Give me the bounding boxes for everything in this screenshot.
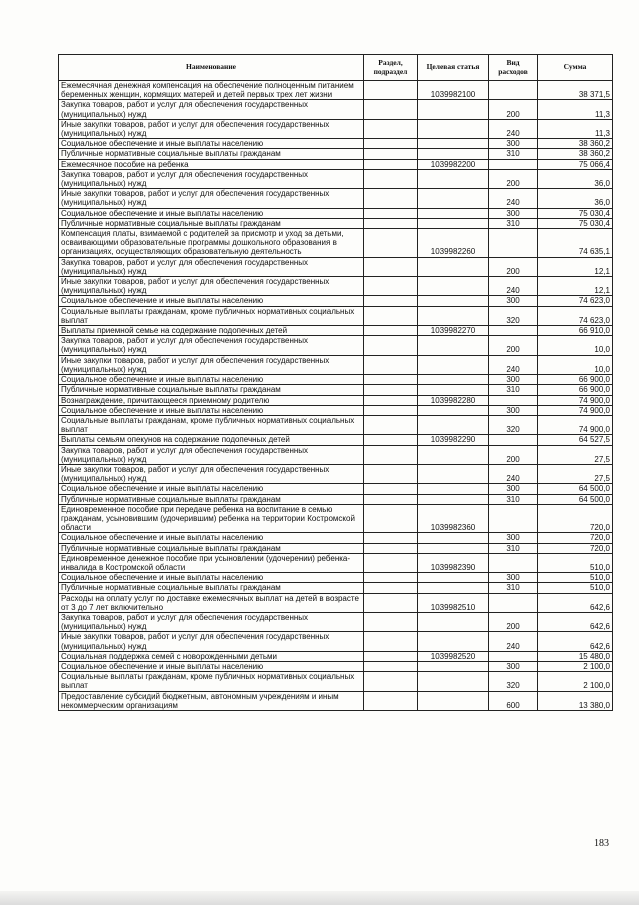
header-sum: Сумма	[538, 55, 613, 81]
cell-sum: 11,3	[538, 100, 613, 119]
cell-target	[418, 208, 489, 218]
cell-type: 310	[489, 385, 538, 395]
cell-sum: 64 500,0	[538, 494, 613, 504]
cell-target	[418, 672, 489, 691]
cell-sum: 74 900,0	[538, 395, 613, 405]
cell-sum: 2 100,0	[538, 661, 613, 671]
cell-section	[364, 139, 418, 149]
cell-name: Единовременное пособие при передаче ребенка на воспитание в семью гражданам, усыновившим (удочерившим) ребенка на территории Костромской области	[59, 504, 364, 533]
cell-name: Социальная поддержка семей с новорожденными детьми	[59, 651, 364, 661]
cell-name: Социальное обеспечение и иные выплаты населению	[59, 208, 364, 218]
cell-type: 320	[489, 306, 538, 325]
cell-target	[418, 691, 489, 710]
cell-target	[418, 355, 489, 374]
cell-type	[489, 435, 538, 445]
cell-type: 300	[489, 484, 538, 494]
table-row	[59, 691, 613, 710]
cell-type	[489, 159, 538, 169]
cell-section	[364, 583, 418, 593]
cell-name: Социальное обеспечение и иные выплаты населению	[59, 296, 364, 306]
cell-section	[364, 208, 418, 218]
table-row	[59, 494, 613, 504]
cell-target: 1039982280	[418, 395, 489, 405]
cell-section	[364, 169, 418, 188]
cell-target: 1039982270	[418, 326, 489, 336]
cell-name: Закупка товаров, работ и услуг для обеспечения государственных (муниципальных) нужд	[59, 169, 364, 188]
cell-type: 300	[489, 139, 538, 149]
cell-sum: 36,0	[538, 189, 613, 208]
table-row	[59, 375, 613, 385]
cell-section	[364, 612, 418, 631]
cell-target	[418, 257, 489, 276]
cell-section	[364, 553, 418, 572]
cell-section	[364, 691, 418, 710]
cell-name: Социальные выплаты гражданам, кроме публичных нормативных социальных выплат	[59, 672, 364, 691]
cell-target	[418, 189, 489, 208]
cell-section	[364, 229, 418, 258]
cell-type	[489, 81, 538, 100]
cell-target	[418, 306, 489, 325]
cell-section	[364, 672, 418, 691]
cell-name: Социальное обеспечение и иные выплаты населению	[59, 405, 364, 415]
cell-sum: 27,5	[538, 445, 613, 464]
cell-target	[418, 533, 489, 543]
cell-target: 1039982390	[418, 553, 489, 572]
cell-type	[489, 326, 538, 336]
cell-type: 240	[489, 119, 538, 138]
cell-target	[418, 405, 489, 415]
cell-name: Закупка товаров, работ и услуг для обеспечения государственных (муниципальных) нужд	[59, 336, 364, 355]
cell-name: Иные закупки товаров, работ и услуг для обеспечения государственных (муниципальных) нужд	[59, 189, 364, 208]
header-section: Раздел, подраздел	[364, 55, 418, 81]
cell-name: Иные закупки товаров, работ и услуг для обеспечения государственных (муниципальных) нужд	[59, 464, 364, 483]
cell-sum: 10,0	[538, 355, 613, 374]
cell-name: Иные закупки товаров, работ и услуг для обеспечения государственных (муниципальных) нужд	[59, 119, 364, 138]
cell-name: Социальное обеспечение и иные выплаты населению	[59, 375, 364, 385]
table-row	[59, 277, 613, 296]
cell-section	[364, 218, 418, 228]
table-row	[59, 612, 613, 631]
cell-sum: 66 910,0	[538, 326, 613, 336]
cell-type	[489, 229, 538, 258]
cell-type: 200	[489, 100, 538, 119]
cell-section	[364, 435, 418, 445]
cell-name: Социальные выплаты гражданам, кроме публичных нормативных социальных выплат	[59, 415, 364, 434]
cell-target: 1039982100	[418, 81, 489, 100]
table-body	[59, 81, 613, 711]
cell-target: 1039982260	[418, 229, 489, 258]
cell-section	[364, 257, 418, 276]
cell-name: Публичные нормативные социальные выплаты гражданам	[59, 543, 364, 553]
cell-sum: 38 360,2	[538, 149, 613, 159]
cell-sum: 11,3	[538, 119, 613, 138]
table-header	[59, 55, 613, 81]
cell-section	[364, 375, 418, 385]
cell-type: 310	[489, 494, 538, 504]
cell-section	[364, 593, 418, 612]
table-row	[59, 119, 613, 138]
cell-sum: 720,0	[538, 504, 613, 533]
cell-section	[364, 632, 418, 651]
cell-sum: 13 380,0	[538, 691, 613, 710]
cell-sum: 38 371,5	[538, 81, 613, 100]
cell-target	[418, 218, 489, 228]
cell-sum: 75 030,4	[538, 208, 613, 218]
cell-target	[418, 385, 489, 395]
cell-target	[418, 139, 489, 149]
cell-target	[418, 169, 489, 188]
cell-section	[364, 405, 418, 415]
cell-name: Социальные выплаты гражданам, кроме публичных нормативных социальных выплат	[59, 306, 364, 325]
cell-sum: 720,0	[538, 533, 613, 543]
table-row	[59, 139, 613, 149]
cell-sum: 66 900,0	[538, 375, 613, 385]
table-row	[59, 504, 613, 533]
cell-target	[418, 632, 489, 651]
cell-target	[418, 543, 489, 553]
cell-type: 310	[489, 583, 538, 593]
cell-section	[364, 296, 418, 306]
table-row	[59, 159, 613, 169]
cell-sum: 74 635,1	[538, 229, 613, 258]
cell-target	[418, 296, 489, 306]
cell-name: Закупка товаров, работ и услуг для обеспечения государственных (муниципальных) нужд	[59, 445, 364, 464]
cell-target: 1039982520	[418, 651, 489, 661]
table-row	[59, 484, 613, 494]
cell-section	[364, 395, 418, 405]
cell-target	[418, 573, 489, 583]
cell-target	[418, 100, 489, 119]
cell-sum: 10,0	[538, 336, 613, 355]
cell-sum: 74 623,0	[538, 306, 613, 325]
cell-target	[418, 375, 489, 385]
cell-section	[364, 81, 418, 100]
cell-name: Закупка товаров, работ и услуг для обеспечения государственных (муниципальных) нужд	[59, 100, 364, 119]
cell-name: Публичные нормативные социальные выплаты гражданам	[59, 218, 364, 228]
cell-sum: 642,6	[538, 632, 613, 651]
cell-sum: 642,6	[538, 612, 613, 631]
cell-section	[364, 494, 418, 504]
cell-name: Публичные нормативные социальные выплаты гражданам	[59, 385, 364, 395]
cell-sum: 510,0	[538, 583, 613, 593]
table-row	[59, 326, 613, 336]
cell-type: 310	[489, 543, 538, 553]
table-row	[59, 296, 613, 306]
cell-type: 200	[489, 169, 538, 188]
cell-target	[418, 494, 489, 504]
cell-target	[418, 612, 489, 631]
cell-name: Социальное обеспечение и иные выплаты населению	[59, 533, 364, 543]
cell-type: 300	[489, 208, 538, 218]
cell-section	[364, 159, 418, 169]
cell-type: 200	[489, 612, 538, 631]
cell-name: Выплаты приемной семье на содержание подопечных детей	[59, 326, 364, 336]
cell-sum: 66 900,0	[538, 385, 613, 395]
table-row	[59, 257, 613, 276]
cell-target: 1039982200	[418, 159, 489, 169]
table-row	[59, 533, 613, 543]
cell-name: Публичные нормативные социальные выплаты гражданам	[59, 149, 364, 159]
table-row	[59, 553, 613, 572]
cell-target: 1039982510	[418, 593, 489, 612]
cell-name: Компенсация платы, взимаемой с родителей за присмотр и уход за детьми, осваивающими образовательные программы дошкольного образования в организациях, осуществляющих образовательную деятельность	[59, 229, 364, 258]
table-row	[59, 583, 613, 593]
cell-type: 240	[489, 632, 538, 651]
cell-section	[364, 189, 418, 208]
cell-type: 200	[489, 257, 538, 276]
cell-section	[364, 355, 418, 374]
cell-type	[489, 553, 538, 572]
cell-section	[364, 445, 418, 464]
cell-sum: 15 480,0	[538, 651, 613, 661]
cell-type: 200	[489, 445, 538, 464]
cell-type	[489, 651, 538, 661]
cell-sum: 720,0	[538, 543, 613, 553]
cell-sum: 64 500,0	[538, 484, 613, 494]
table-row	[59, 464, 613, 483]
table-row	[59, 672, 613, 691]
cell-section	[364, 277, 418, 296]
cell-sum: 2 100,0	[538, 672, 613, 691]
table-row	[59, 229, 613, 258]
table-row	[59, 218, 613, 228]
cell-sum: 64 527,5	[538, 435, 613, 445]
cell-section	[364, 504, 418, 533]
cell-sum: 12,1	[538, 257, 613, 276]
cell-section	[364, 464, 418, 483]
cell-type	[489, 504, 538, 533]
cell-name: Ежемесячная денежная компенсация на обеспечение полноценным питанием беременных женщин, кормящих матерей и детей первых трех лет жизни	[59, 81, 364, 100]
table-row	[59, 169, 613, 188]
cell-type: 240	[489, 464, 538, 483]
cell-section	[364, 149, 418, 159]
cell-section	[364, 385, 418, 395]
table-row	[59, 415, 613, 434]
cell-target: 1039982290	[418, 435, 489, 445]
table-row	[59, 445, 613, 464]
cell-name: Иные закупки товаров, работ и услуг для обеспечения государственных (муниципальных) нужд	[59, 277, 364, 296]
cell-target	[418, 415, 489, 434]
cell-name: Предоставление субсидий бюджетным, автономным учреждениям и иным некоммерческим организациям	[59, 691, 364, 710]
cell-type: 240	[489, 355, 538, 374]
cell-target	[418, 464, 489, 483]
cell-target	[418, 119, 489, 138]
cell-sum: 75 066,4	[538, 159, 613, 169]
cell-sum: 510,0	[538, 553, 613, 572]
cell-name: Ежемесячное пособие на ребенка	[59, 159, 364, 169]
cell-type: 300	[489, 573, 538, 583]
header-type: Вид расходов	[489, 55, 538, 81]
page-number: 183	[594, 838, 609, 849]
table-row	[59, 385, 613, 395]
table-row	[59, 651, 613, 661]
cell-target	[418, 661, 489, 671]
cell-type: 300	[489, 405, 538, 415]
cell-name: Социальное обеспечение и иные выплаты населению	[59, 661, 364, 671]
cell-target	[418, 149, 489, 159]
cell-type: 300	[489, 296, 538, 306]
cell-sum: 510,0	[538, 573, 613, 583]
cell-name: Иные закупки товаров, работ и услуг для обеспечения государственных (муниципальных) нужд	[59, 632, 364, 651]
table-row	[59, 355, 613, 374]
cell-name: Публичные нормативные социальные выплаты гражданам	[59, 583, 364, 593]
table-row	[59, 189, 613, 208]
cell-target	[418, 277, 489, 296]
cell-target: 1039982360	[418, 504, 489, 533]
cell-name: Иные закупки товаров, работ и услуг для обеспечения государственных (муниципальных) нужд	[59, 355, 364, 374]
cell-target	[418, 583, 489, 593]
cell-section	[364, 306, 418, 325]
cell-type: 300	[489, 533, 538, 543]
table-row	[59, 208, 613, 218]
cell-section	[364, 533, 418, 543]
cell-type: 240	[489, 189, 538, 208]
cell-sum: 74 623,0	[538, 296, 613, 306]
cell-type: 300	[489, 375, 538, 385]
cell-section	[364, 415, 418, 434]
cell-section	[364, 336, 418, 355]
cell-target	[418, 484, 489, 494]
cell-name: Публичные нормативные социальные выплаты гражданам	[59, 494, 364, 504]
cell-type: 320	[489, 672, 538, 691]
header-name: Наименование	[59, 55, 364, 81]
cell-name: Единовременное денежное пособие при усыновлении (удочерении) ребенка-инвалида в Костромской области	[59, 553, 364, 572]
cell-sum: 36,0	[538, 169, 613, 188]
table-row	[59, 306, 613, 325]
table-row	[59, 593, 613, 612]
cell-section	[364, 661, 418, 671]
cell-name: Закупка товаров, работ и услуг для обеспечения государственных (муниципальных) нужд	[59, 612, 364, 631]
cell-section	[364, 573, 418, 583]
table-row	[59, 149, 613, 159]
cell-type: 300	[489, 661, 538, 671]
cell-sum: 74 900,0	[538, 405, 613, 415]
cell-section	[364, 651, 418, 661]
cell-type: 320	[489, 415, 538, 434]
table-row	[59, 573, 613, 583]
table-row	[59, 81, 613, 100]
cell-name: Социальное обеспечение и иные выплаты населению	[59, 573, 364, 583]
cell-name: Вознаграждение, причитающееся приемному родителю	[59, 395, 364, 405]
cell-sum: 642,6	[538, 593, 613, 612]
table-row	[59, 100, 613, 119]
cell-sum: 75 030,4	[538, 218, 613, 228]
cell-type: 310	[489, 149, 538, 159]
table-row	[59, 395, 613, 405]
cell-name: Выплаты семьям опекунов на содержание подопечных детей	[59, 435, 364, 445]
cell-sum: 12,1	[538, 277, 613, 296]
page-edge	[0, 891, 639, 905]
table-row	[59, 336, 613, 355]
table-row	[59, 405, 613, 415]
cell-type: 200	[489, 336, 538, 355]
cell-section	[364, 543, 418, 553]
cell-sum: 27,5	[538, 464, 613, 483]
cell-type: 600	[489, 691, 538, 710]
cell-section	[364, 326, 418, 336]
cell-section	[364, 100, 418, 119]
cell-target	[418, 336, 489, 355]
cell-name: Закупка товаров, работ и услуг для обеспечения государственных (муниципальных) нужд	[59, 257, 364, 276]
cell-name: Социальное обеспечение и иные выплаты населению	[59, 484, 364, 494]
table-row	[59, 661, 613, 671]
table-row	[59, 632, 613, 651]
cell-section	[364, 119, 418, 138]
cell-section	[364, 484, 418, 494]
cell-name: Социальное обеспечение и иные выплаты населению	[59, 139, 364, 149]
cell-type: 310	[489, 218, 538, 228]
cell-type	[489, 593, 538, 612]
cell-target	[418, 445, 489, 464]
cell-sum: 38 360,2	[538, 139, 613, 149]
table-row	[59, 543, 613, 553]
header-target: Целевая статья	[418, 55, 489, 81]
table-row	[59, 435, 613, 445]
cell-name: Расходы на оплату услуг по доставке ежемесячных выплат на детей в возрасте от 3 до 7 лет включительно	[59, 593, 364, 612]
cell-type	[489, 395, 538, 405]
cell-sum: 74 900,0	[538, 415, 613, 434]
cell-type: 240	[489, 277, 538, 296]
budget-table	[58, 54, 613, 711]
